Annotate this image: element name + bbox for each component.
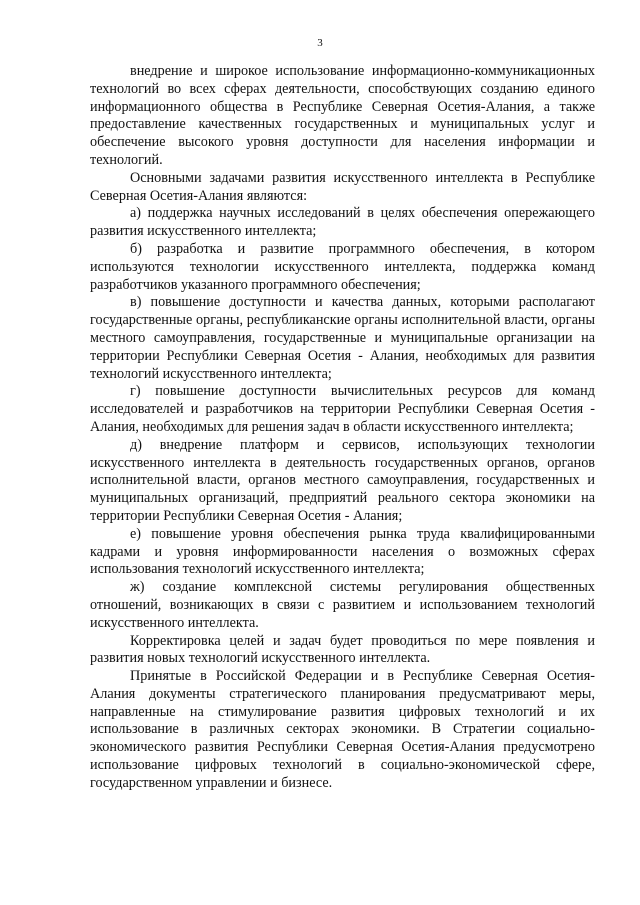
list-item-zh: ж) создание комплексной системы регулирования общественных отношений, возникающих в связи с развитием и использованием технологий искусственного интеллекта. <box>90 579 595 631</box>
list-item-g: г) повышение доступности вычислительных ресурсов для команд исследователей и разработчиков на территории Республики Северная Осетия - Алания, необходимых для решения задач в области искусственного интеллекта; <box>90 383 595 435</box>
list-item-v: в) повышение доступности и качества данных, которыми располагают государственные органы, республиканские органы исполнительной власти, органы местного самоуправления, государственные и муниципальные организации на территории Республики Северная Осетия - Алания, необходимых для развития технологий искусственного интеллекта; <box>90 294 595 382</box>
list-item-a: а) поддержка научных исследований в целях обеспечения опережающего развития искусственного интеллекта; <box>90 205 595 240</box>
list-item-e: е) повышение уровня обеспечения рынка труда квалифицированными кадрами и уровня информированности населения о возможных сферах использования технологий искусственного интеллекта; <box>90 525 595 578</box>
paragraph-adjustment: Корректировка целей и задач будет проводиться по мере появления и развития новых технологий искусственного интеллекта. <box>90 632 595 667</box>
list-item-d: д) внедрение платформ и сервисов, использующих технологии искусственного интеллекта в деятельность государственных органов, органов исполнительной власти, органов местного самоуправления, государственных и муниципальных организаций, предприятий реального сектора экономики на территории Республики Северная Осетия - Алания; <box>90 436 595 524</box>
page-number: 3 <box>317 37 323 49</box>
paragraph-intro-continuation: внедрение и широкое использование информационно-коммуникационных технологий во всех сферах деятельности, способствующих созданию единого информационного общества в Республике Северная Осетия-Алания, а также предоставление качественных государственных и муниципальных услуг и обеспечение высокого уровня доступности для населения информации и технологий. <box>90 63 595 168</box>
paragraph-strategic-documents: Принятые в Российской Федерации и в Республике Северная Осетия-Алания документы стратегического планирования предусматривают меры, направленные на стимулирование развития цифровых технологий и их использование в различных секторах экономики. В Стратегии социально-экономического развития Республики Северная Осетия-Алания предусмотрено использование цифровых технологий в социально-экономической сфере, государственном управлении и бизнесе. <box>90 668 595 791</box>
list-item-b: б) разработка и развитие программного обеспечения, в котором используются технологии искусственного интеллекта, поддержка команд разработчиков указанного программного обеспечения; <box>90 240 595 293</box>
document-body <box>90 63 595 793</box>
paragraph-tasks-heading: Основными задачами развития искусственного интеллекта в Республике Северная Осетия-Алания являются: <box>90 169 595 204</box>
